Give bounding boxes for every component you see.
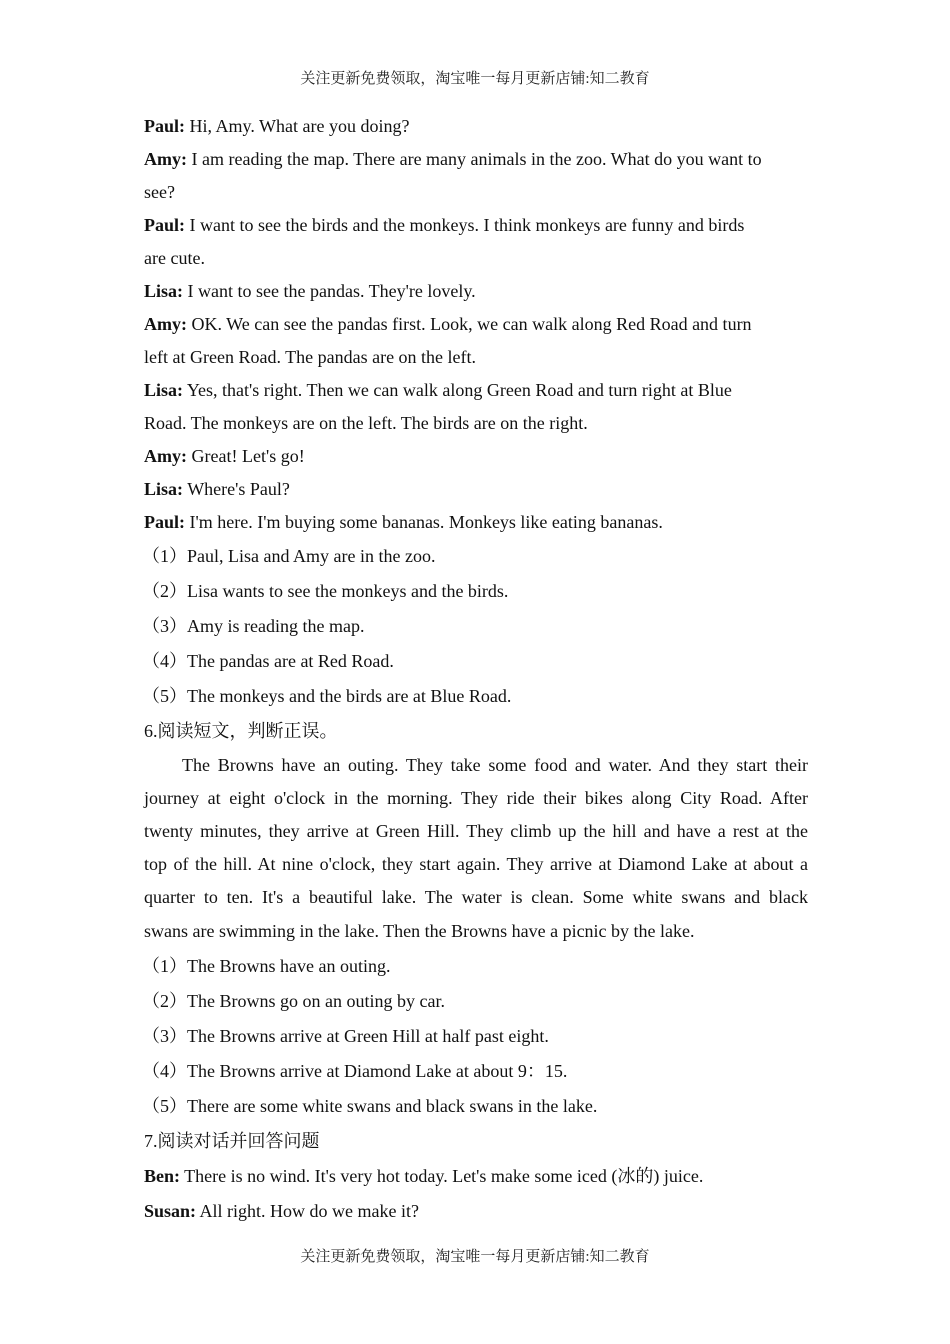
dialogue-line (144, 308, 808, 341)
passage-line: journey at eight o'clock in the morning. They ride their bikes along City Road. After (144, 788, 808, 808)
dialogue-line (144, 275, 808, 308)
speaker: Ben: (144, 1166, 180, 1186)
section-6-title: 6.阅读短文，判断正误。 (144, 721, 338, 741)
dialogue-text: There is no wind. It's very hot today. Let's make some iced (冰的) juice. (180, 1166, 704, 1186)
question-number: （2） (142, 991, 187, 1011)
dialogue-text: Great! Let's go! (187, 446, 305, 466)
question-item (144, 1089, 808, 1124)
speaker: Paul: (144, 512, 186, 532)
speaker: Amy: (144, 314, 187, 334)
question-number: （4） (142, 651, 187, 671)
question-text: There are some white swans and black swans in the lake. (187, 1096, 598, 1116)
dialogue-text: I'm here. I'm buying some bananas. Monkeys like eating bananas. (185, 512, 663, 532)
dialogue-text: Yes, that's right. Then we can walk along Green Road and turn right at Blue (183, 380, 732, 400)
dialogue-line (144, 506, 808, 539)
question-text: The Browns arrive at Green Hill at half past eight. (187, 1026, 549, 1046)
dialogue-line (144, 473, 808, 506)
question-item (144, 609, 808, 644)
question-number: （4） (142, 1061, 187, 1081)
question-item (144, 1054, 808, 1089)
dialogue-line-cont: are cute. (144, 248, 205, 268)
question-item (144, 1019, 808, 1054)
speaker: Lisa: (144, 479, 184, 499)
dialogue-text: Where's Paul? (183, 479, 290, 499)
dialogue-text: All right. How do we make it? (196, 1201, 419, 1221)
speaker: Paul: (144, 215, 186, 235)
question-text: Paul, Lisa and Amy are in the zoo. (187, 546, 436, 566)
dialogue-text: OK. We can see the pandas first. Look, we can walk along Red Road and turn (187, 314, 752, 334)
dialogue-text: I am reading the map. There are many animals in the zoo. What do you want to (187, 149, 762, 169)
question-text: The pandas are at Red Road. (187, 651, 394, 671)
dialogue-text: Hi, Amy. What are you doing? (185, 116, 410, 136)
question-number: （5） (142, 686, 187, 706)
question-number: （1） (142, 956, 187, 976)
dialogue-line (144, 1194, 808, 1229)
dialogue-line-cont: left at Green Road. The pandas are on the left. (144, 347, 477, 367)
section-7-title: 7.阅读对话并回答问题 (144, 1131, 320, 1151)
dialogue-text: I want to see the pandas. They're lovely. (183, 281, 476, 301)
dialogue-line (144, 1159, 808, 1194)
dialogue-line (144, 209, 808, 242)
speaker: Paul: (144, 116, 186, 136)
question-text: The monkeys and the birds are at Blue Road. (187, 686, 512, 706)
question-text: The Browns have an outing. (187, 956, 391, 976)
page-header: 关注更新免费领取，淘宝唯一每月更新店铺:知二教育 (300, 71, 650, 87)
passage-line: top of the hill. At nine o'clock, they start again. They arrive at Diamond Lake at about a (144, 854, 808, 874)
dialogue-line-cont: Road. The monkeys are on the left. The birds are on the right. (144, 413, 588, 433)
question-number: （5） (142, 1096, 187, 1116)
page-footer: 关注更新免费领取，淘宝唯一每月更新店铺:知二教育 (300, 1249, 650, 1265)
dialogue-line (144, 110, 808, 143)
question-text: Amy is reading the map. (187, 616, 365, 636)
speaker: Amy: (144, 149, 187, 169)
speaker: Susan: (144, 1201, 197, 1221)
question-text: The Browns go on an outing by car. (187, 991, 445, 1011)
question-number: （2） (142, 581, 187, 601)
dialogue-line (144, 440, 808, 473)
question-item (144, 539, 808, 574)
dialogue-line (144, 143, 808, 176)
question-item (144, 984, 808, 1019)
passage-line: swans are swimming in the lake. Then the Browns have a picnic by the lake. (144, 921, 695, 941)
question-item (144, 679, 808, 714)
dialogue-line-cont: see? (144, 182, 175, 202)
page-content (144, 110, 808, 1229)
speaker: Amy: (144, 446, 187, 466)
passage-line: twenty minutes, they arrive at Green Hill. They climb up the hill and have a rest at the (144, 821, 808, 841)
speaker: Lisa: (144, 380, 184, 400)
question-text: The Browns arrive at Diamond Lake at about 9：15. (187, 1061, 568, 1081)
passage-line: The Browns have an outing. They take some food and water. And they start their (182, 755, 808, 775)
question-item (144, 644, 808, 679)
passage-line: quarter to ten. It's a beautiful lake. The water is clean. Some white swans and black (144, 887, 808, 907)
dialogue-line (144, 374, 808, 407)
question-number: （3） (142, 1026, 187, 1046)
question-text: Lisa wants to see the monkeys and the birds. (187, 581, 509, 601)
question-number: （1） (142, 546, 187, 566)
question-number: （3） (142, 616, 187, 636)
question-item (144, 574, 808, 609)
speaker: Lisa: (144, 281, 184, 301)
dialogue-text: I want to see the birds and the monkeys. I think monkeys are funny and birds (185, 215, 745, 235)
question-item (144, 949, 808, 984)
